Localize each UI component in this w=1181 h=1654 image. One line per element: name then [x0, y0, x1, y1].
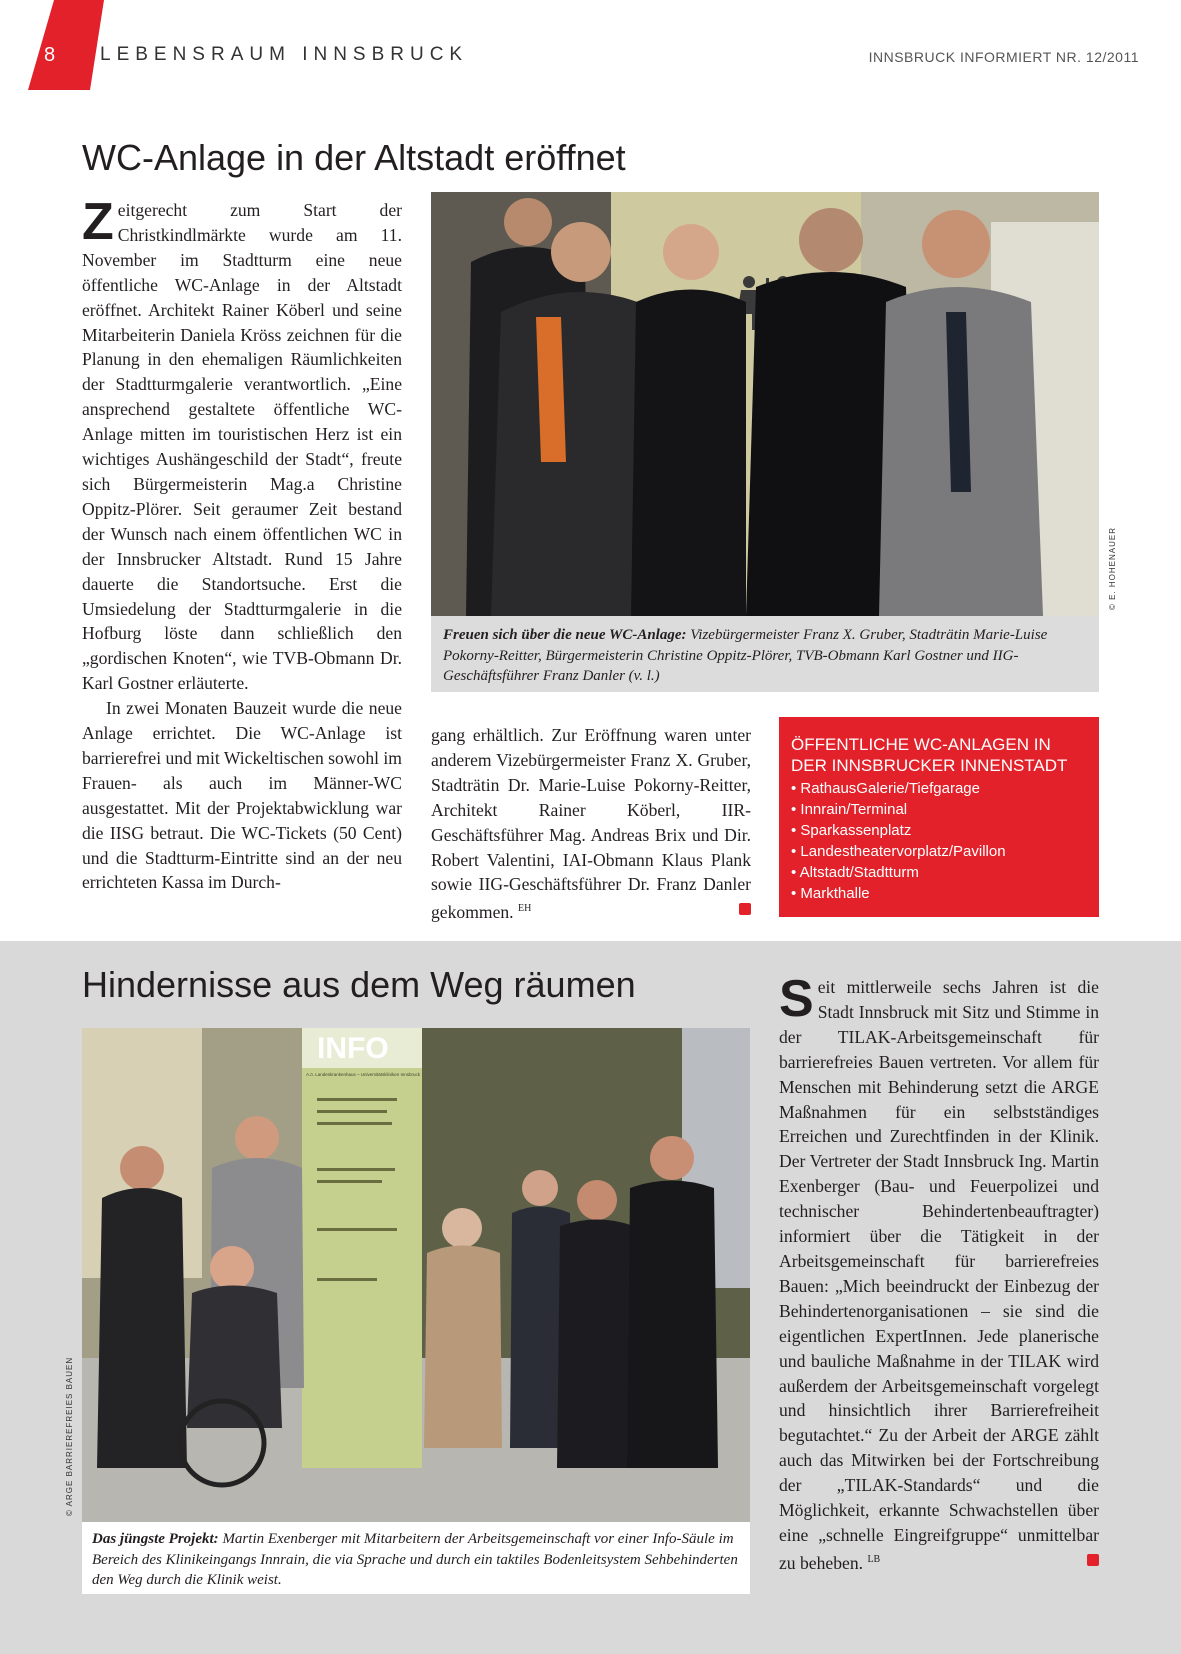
article1-column-1	[82, 193, 402, 895]
article1-paragraph-1	[82, 193, 402, 696]
info-box-list	[791, 778, 1087, 904]
list-item: • Sparkassenplatz	[791, 820, 1087, 841]
end-mark-icon	[1087, 1554, 1099, 1566]
article2-headline: Hindernisse aus dem Weg räumen	[82, 964, 636, 1005]
article2-photo	[82, 1028, 750, 1522]
article1-column-2	[431, 723, 751, 925]
section-title: LEBENSRAUM INNSBRUCK	[100, 44, 469, 65]
list-item: • RathausGalerie/Tiefgarage	[791, 778, 1087, 799]
info-box-wc-locations	[779, 717, 1099, 917]
article1-caption-text: Vizebürgermeister Franz X. Gruber, Stadträtin Marie-Luise Pokorny-Reitter, Bürgermeisterin Christine Oppitz-Plörer, TVB-Obmann Karl Gostner und IIG-Geschäftsführer Franz Danler (v. l.)	[443, 627, 1048, 684]
article2-dropcap: S	[779, 970, 814, 1028]
page-number: 8	[44, 44, 56, 66]
article1-photo	[431, 192, 1099, 616]
article1-photo-credit: © E. HOHENAUER	[1108, 526, 1117, 610]
page-number-tab	[28, 0, 104, 90]
article2-signature: LB	[867, 1553, 881, 1565]
sign-subtitle: A.ö. Landeskrankenhaus – Universitätskliniken Innsbruck	[306, 1072, 421, 1077]
article1-headline: WC-Anlage in der Altstadt eröffnet	[82, 137, 626, 178]
article1-photo-caption	[431, 616, 1099, 692]
article2-caption-text: Martin Exenberger mit Mitarbeitern der Arbeitsgemeinschaft vor einer Info-Säule im Bereich des Klinikeingangs Innrain, die via Sprache und durch ein taktiles Bodenleitsystem Sehbehinderten den Weg durch die Klinik weist.	[92, 1531, 738, 1588]
list-item: • Markthalle	[791, 883, 1087, 904]
list-item: • Altstadt/Stadtturm	[791, 862, 1087, 883]
article2-column	[779, 970, 1099, 1576]
article1-dropcap: Z	[82, 193, 114, 251]
article2-photo-caption	[82, 1522, 750, 1594]
article1-paragraph-2: In zwei Monaten Bauzeit wurde die neue Anlage errichtet. Die WC-Anlage ist barrierefrei und mit Wickeltischen sowohl im Frauen- als auch im Männer-WC ausgestattet. Mit der Projektabwicklung war die IISG betraut. Die WC-Tickets (50 Cent) und die Stadtturm-Eintritte sind an der neu errichteten Kassa im Durch-	[82, 698, 402, 893]
list-item: • Landestheatervorplatz/Pavillon	[791, 841, 1087, 862]
sign-heading: INFO	[317, 1032, 389, 1065]
article2-caption-lead: Das jüngste Projekt:	[92, 1531, 219, 1547]
article2-body-text: eit mittlerweile sechs Jahren ist die Stadt Innsbruck mit Sitz und Stimme in der TILAK-Arbeitsgemeinschaft für barrierefreies Bauen vertreten. Vor allem für Menschen mit Behinderung setzt die ARGE Maßnahmen für ein selbstständiges Erreichen und Zurechtfinden in der Klinik. Der Vertreter der Stadt Innsbruck Ing. Martin Exenberger (Bau- und Feuerpolizei und technischer Behindertenbeauftragter) informiert über die Tätigkeit in der Arbeitsgemeinschaft für barrierefreies Bauen: „Mich beeindruckt der Einbezug der Behindertenorganisationen – sie sind die eigentlichen ExpertInnen. Jede planerische und bauliche Maßnahme in der TILAK wird außerdem der Arbeitsgemeinschaft vorgelegt und hinsichtlich ihrer Barrierefreiheit begutachtet.“ Zu der Arbeit der ARGE zählt auch das Mitwirken bei der Fortschreibung der „TILAK-Standards“ und die Möglichkeit, erkannte Schwachstellen über eine „schnelle Eingreifgruppe“ unmittelbar zu beheben.	[779, 977, 1099, 1573]
article1-caption-lead: Freuen sich über die neue WC-Anlage:	[443, 627, 687, 643]
info-box-title: ÖFFENTLICHE WC-ANLAGEN IN DER INNSBRUCKER INNENSTADT	[791, 735, 1068, 775]
article2-paragraph	[779, 970, 1099, 1576]
issue-label: INNSBRUCK INFORMIERT NR. 12/2011	[868, 49, 1139, 65]
article1-signature: EH	[517, 903, 532, 915]
article2-photo-credit: © ARGE BARRIEREFREIES BAUEN	[65, 1356, 74, 1516]
article1-para2-continued: gang erhältlich. Zur Eröffnung waren unter anderem Vizebürgermeister Franz X. Gruber, Stadträtin Dr. Marie-Luise Pokorny-Reitter, Architekt Rainer Köberl, IIR-Geschäftsführer Mag. Andreas Brix und Dir. Robert Valentini, IAI-Obmann Klaus Plank sowie IIG-Geschäftsführer Dr. Franz Danler gekommen.	[431, 725, 751, 923]
end-mark-icon	[739, 903, 751, 915]
article1-para1-text: eitgerecht zum Start der Christkindlmärkte wurde am 11. November im Stadtturm eine neue öffentliche WC-Anlage in der Altstadt eröffnet. Architekt Rainer Köberl und seine Mitarbeiterin Daniela Kröss zeichnen für die Planung in den ehemaligen Räumlichkeiten der Stadtturmgalerie verantwortlich. „Eine ansprechend gestaltete öffentliche WC-Anlage mitten im touristischen Herz ist ein wichtiges Aushängeschild der Stadt“, freute sich Bürgermeisterin Mag.a Christine Oppitz-Plörer. Seit geraumer Zeit bestand der Wunsch nach einem öffentlichen WC in der Innsbrucker Altstadt. Rund 15 Jahre dauerte die Standortsuche. Erst die Umsiedelung der Stadtturmgalerie in die Hofburg löste dann schließlich den „gordischen Knoten“, wie TVB-Obmann Dr. Karl Gostner erläuterte.	[82, 200, 402, 694]
list-item: • Innrain/Terminal	[791, 799, 1087, 820]
